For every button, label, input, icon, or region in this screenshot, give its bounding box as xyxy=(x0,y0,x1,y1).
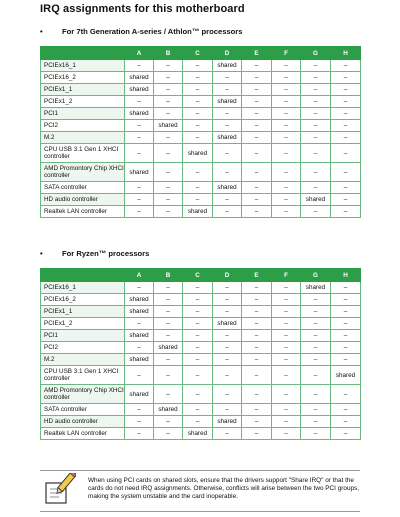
irq-value-cell: – xyxy=(301,330,331,342)
irq-value-cell: shared xyxy=(125,306,154,318)
irq-value-cell: – xyxy=(154,144,183,163)
irq-value-cell: – xyxy=(272,366,301,385)
irq-value-cell: – xyxy=(213,163,242,182)
irq-value-cell: – xyxy=(242,404,272,416)
irq-value-cell: – xyxy=(213,206,242,218)
irq-value-cell: – xyxy=(331,72,361,84)
irq-value-cell: – xyxy=(213,144,242,163)
irq-value-cell: shared xyxy=(331,366,361,385)
table-row xyxy=(41,428,361,440)
irq-value-cell: – xyxy=(272,120,301,132)
table-row xyxy=(41,194,361,206)
table-row xyxy=(41,404,361,416)
irq-value-cell: shared xyxy=(213,60,242,72)
irq-value-cell: shared xyxy=(183,144,213,163)
irq-value-cell: shared xyxy=(125,385,154,404)
irq-value-cell: – xyxy=(331,194,361,206)
irq-value-cell: – xyxy=(331,428,361,440)
irq-value-cell: – xyxy=(183,194,213,206)
irq-value-cell: – xyxy=(125,366,154,385)
irq-value-cell: – xyxy=(272,306,301,318)
table-row xyxy=(41,416,361,428)
table-row xyxy=(41,206,361,218)
device-name-cell: PCIEx16_2 xyxy=(41,72,125,84)
irq-value-cell: – xyxy=(301,342,331,354)
irq-value-cell: – xyxy=(272,163,301,182)
irq-value-cell: shared xyxy=(213,318,242,330)
irq-value-cell: – xyxy=(213,120,242,132)
irq-value-cell: – xyxy=(301,163,331,182)
irq-value-cell: – xyxy=(242,60,272,72)
irq-value-cell: shared xyxy=(125,354,154,366)
column-header-irq: E xyxy=(242,47,272,60)
table-row xyxy=(41,318,361,330)
irq-value-cell: – xyxy=(331,182,361,194)
irq-value-cell: – xyxy=(242,428,272,440)
irq-value-cell: – xyxy=(154,84,183,96)
irq-value-cell: shared xyxy=(213,96,242,108)
irq-value-cell: – xyxy=(183,416,213,428)
irq-value-cell: – xyxy=(301,108,331,120)
irq-value-cell: – xyxy=(183,132,213,144)
irq-value-cell: – xyxy=(242,342,272,354)
irq-value-cell: – xyxy=(154,294,183,306)
irq-value-cell: – xyxy=(272,330,301,342)
column-header-irq: B xyxy=(154,47,183,60)
irq-value-cell: – xyxy=(125,282,154,294)
irq-value-cell: – xyxy=(301,182,331,194)
table-row xyxy=(41,108,361,120)
bullet: • xyxy=(40,27,43,36)
device-name-cell: CPU USB 3.1 Gen 1 XHCI controller xyxy=(41,144,125,163)
irq-value-cell: – xyxy=(242,306,272,318)
irq-value-cell: – xyxy=(242,194,272,206)
irq-value-cell: – xyxy=(213,84,242,96)
irq-value-cell: – xyxy=(331,318,361,330)
irq-value-cell: – xyxy=(242,206,272,218)
irq-value-cell: shared xyxy=(301,194,331,206)
irq-value-cell: – xyxy=(331,404,361,416)
irq-value-cell: – xyxy=(183,60,213,72)
irq-value-cell: – xyxy=(331,354,361,366)
irq-value-cell: – xyxy=(242,318,272,330)
irq-value-cell: – xyxy=(301,294,331,306)
device-name-cell: PCIEx1_2 xyxy=(41,318,125,330)
irq-value-cell: – xyxy=(183,366,213,385)
irq-value-cell: – xyxy=(331,282,361,294)
table-row xyxy=(41,366,361,385)
irq-value-cell: – xyxy=(183,182,213,194)
column-header-irq: D xyxy=(213,47,242,60)
irq-value-cell: – xyxy=(154,366,183,385)
table-row xyxy=(41,385,361,404)
irq-value-cell: – xyxy=(213,194,242,206)
irq-value-cell: shared xyxy=(125,330,154,342)
irq-value-cell: shared xyxy=(213,132,242,144)
device-name-cell: PCIEx16_1 xyxy=(41,282,125,294)
device-name-cell: PCIEx16_1 xyxy=(41,60,125,72)
irq-value-cell: – xyxy=(213,282,242,294)
table-row xyxy=(41,96,361,108)
table-row xyxy=(41,282,361,294)
note-text: When using PCI cards on shared slots, ensure that the drivers support "Share IRQ" or that the cards do not need IRQ assignments. Otherwise, conflicts will arise between the two PCI groups, making the system unstable and the card inoperable. xyxy=(88,477,360,500)
irq-value-cell: – xyxy=(213,306,242,318)
irq-value-cell: – xyxy=(213,294,242,306)
table-row xyxy=(41,294,361,306)
irq-value-cell: shared xyxy=(125,84,154,96)
irq-value-cell: – xyxy=(213,366,242,385)
irq-value-cell: – xyxy=(301,206,331,218)
irq-value-cell: – xyxy=(331,96,361,108)
irq-value-cell: – xyxy=(213,385,242,404)
column-header-irq: D xyxy=(213,269,242,282)
device-name-cell: SATA controller xyxy=(41,182,125,194)
irq-value-cell: – xyxy=(301,132,331,144)
column-header-irq: C xyxy=(183,47,213,60)
irq-value-cell: – xyxy=(154,60,183,72)
irq-value-cell: – xyxy=(301,96,331,108)
irq-value-cell: – xyxy=(331,206,361,218)
irq-value-cell: – xyxy=(154,428,183,440)
irq-value-cell: – xyxy=(125,144,154,163)
irq-value-cell: – xyxy=(331,330,361,342)
irq-value-cell: – xyxy=(183,404,213,416)
table-row xyxy=(41,120,361,132)
irq-value-cell: – xyxy=(154,318,183,330)
device-name-cell: PCI1 xyxy=(41,108,125,120)
irq-value-cell: – xyxy=(183,96,213,108)
irq-value-cell: – xyxy=(183,108,213,120)
irq-value-cell: – xyxy=(301,318,331,330)
irq-value-cell: – xyxy=(125,206,154,218)
irq-value-cell: – xyxy=(125,428,154,440)
irq-value-cell: – xyxy=(154,163,183,182)
irq-value-cell: – xyxy=(213,354,242,366)
irq-value-cell: – xyxy=(272,404,301,416)
device-name-cell: Realtek LAN controller xyxy=(41,206,125,218)
irq-value-cell: shared xyxy=(125,294,154,306)
irq-value-cell: – xyxy=(242,294,272,306)
irq-value-cell: – xyxy=(154,96,183,108)
irq-value-cell: – xyxy=(154,330,183,342)
irq-value-cell: – xyxy=(272,72,301,84)
irq-value-cell: – xyxy=(125,120,154,132)
irq-value-cell: – xyxy=(301,404,331,416)
irq-value-cell: – xyxy=(272,84,301,96)
column-header-device xyxy=(41,47,125,60)
irq-value-cell: – xyxy=(154,108,183,120)
irq-value-cell: – xyxy=(272,416,301,428)
section-heading-athlon xyxy=(40,27,242,36)
irq-value-cell: – xyxy=(242,416,272,428)
table-header-row xyxy=(41,47,361,60)
irq-value-cell: – xyxy=(272,182,301,194)
irq-value-cell: – xyxy=(183,318,213,330)
section-heading-text: For Ryzen™ processors xyxy=(62,249,150,258)
irq-value-cell: shared xyxy=(125,72,154,84)
irq-value-cell: – xyxy=(331,294,361,306)
device-name-cell: PCI2 xyxy=(41,120,125,132)
irq-value-cell: – xyxy=(125,416,154,428)
table-row xyxy=(41,72,361,84)
irq-value-cell: – xyxy=(272,108,301,120)
device-name-cell: SATA controller xyxy=(41,404,125,416)
device-name-cell: AMD Promontory Chip XHCI controller xyxy=(41,385,125,404)
irq-value-cell: shared xyxy=(183,428,213,440)
irq-value-cell: – xyxy=(242,72,272,84)
column-header-irq: F xyxy=(272,47,301,60)
irq-value-cell: – xyxy=(272,294,301,306)
column-header-irq: A xyxy=(125,269,154,282)
column-header-irq: G xyxy=(301,269,331,282)
irq-value-cell: – xyxy=(272,385,301,404)
table-row xyxy=(41,84,361,96)
irq-value-cell: – xyxy=(125,342,154,354)
device-name-cell: AMD Promontory Chip XHCI controller xyxy=(41,163,125,182)
irq-value-cell: – xyxy=(272,96,301,108)
column-header-irq: G xyxy=(301,47,331,60)
device-name-cell: M.2 xyxy=(41,354,125,366)
irq-value-cell: – xyxy=(242,385,272,404)
irq-value-cell: – xyxy=(154,416,183,428)
irq-value-cell: – xyxy=(331,120,361,132)
irq-value-cell: – xyxy=(213,428,242,440)
irq-value-cell: – xyxy=(301,120,331,132)
irq-value-cell: – xyxy=(242,132,272,144)
irq-value-cell: – xyxy=(242,96,272,108)
device-name-cell: Realtek LAN controller xyxy=(41,428,125,440)
irq-value-cell: – xyxy=(183,354,213,366)
column-header-irq: A xyxy=(125,47,154,60)
irq-value-cell: – xyxy=(242,330,272,342)
irq-value-cell: – xyxy=(183,163,213,182)
irq-value-cell: shared xyxy=(301,282,331,294)
irq-value-cell: – xyxy=(331,108,361,120)
irq-value-cell: – xyxy=(183,330,213,342)
table-row xyxy=(41,306,361,318)
irq-value-cell: shared xyxy=(154,120,183,132)
irq-value-cell: – xyxy=(301,60,331,72)
irq-value-cell: – xyxy=(242,163,272,182)
device-name-cell: M.2 xyxy=(41,132,125,144)
column-header-irq: H xyxy=(331,47,361,60)
device-name-cell: PCIEx16_2 xyxy=(41,294,125,306)
irq-value-cell: – xyxy=(301,416,331,428)
irq-value-cell: – xyxy=(125,132,154,144)
irq-value-cell: – xyxy=(183,282,213,294)
irq-value-cell: – xyxy=(213,342,242,354)
irq-table-athlon xyxy=(40,46,361,218)
table-row xyxy=(41,182,361,194)
device-name-cell: CPU USB 3.1 Gen 1 XHCI controller xyxy=(41,366,125,385)
irq-value-cell: – xyxy=(272,354,301,366)
irq-value-cell: – xyxy=(125,194,154,206)
irq-value-cell: – xyxy=(125,318,154,330)
irq-value-cell: shared xyxy=(125,108,154,120)
irq-value-cell: – xyxy=(272,206,301,218)
irq-value-cell: – xyxy=(125,182,154,194)
irq-value-cell: – xyxy=(331,84,361,96)
device-name-cell: PCIEx1_1 xyxy=(41,306,125,318)
section-heading-text: For 7th Generation A-series / Athlon™ processors xyxy=(62,27,243,36)
irq-value-cell: – xyxy=(331,385,361,404)
irq-value-cell: – xyxy=(154,182,183,194)
irq-value-cell: – xyxy=(331,60,361,72)
table-row xyxy=(41,354,361,366)
irq-value-cell: – xyxy=(301,144,331,163)
irq-value-cell: – xyxy=(331,416,361,428)
irq-value-cell: – xyxy=(154,354,183,366)
device-name-cell: PCI1 xyxy=(41,330,125,342)
table-row xyxy=(41,342,361,354)
column-header-irq: C xyxy=(183,269,213,282)
irq-value-cell: – xyxy=(272,194,301,206)
irq-value-cell: – xyxy=(331,342,361,354)
column-header-irq: F xyxy=(272,269,301,282)
pencil-note-icon xyxy=(42,473,76,507)
irq-value-cell: – xyxy=(272,132,301,144)
device-name-cell: PCI2 xyxy=(41,342,125,354)
column-header-irq: H xyxy=(331,269,361,282)
irq-value-cell: – xyxy=(272,342,301,354)
device-name-cell: HD audio controller xyxy=(41,416,125,428)
irq-value-cell: – xyxy=(301,385,331,404)
irq-value-cell: – xyxy=(154,306,183,318)
irq-value-cell: – xyxy=(301,428,331,440)
irq-value-cell: shared xyxy=(154,404,183,416)
irq-value-cell: – xyxy=(154,282,183,294)
irq-value-cell: – xyxy=(154,194,183,206)
irq-value-cell: – xyxy=(183,120,213,132)
irq-value-cell: – xyxy=(154,132,183,144)
irq-value-cell: shared xyxy=(213,182,242,194)
irq-value-cell: – xyxy=(154,72,183,84)
irq-value-cell: – xyxy=(125,60,154,72)
irq-value-cell: – xyxy=(301,306,331,318)
irq-value-cell: – xyxy=(272,282,301,294)
irq-value-cell: – xyxy=(213,72,242,84)
irq-value-cell: – xyxy=(213,330,242,342)
irq-value-cell: – xyxy=(213,404,242,416)
table-header-row xyxy=(41,269,361,282)
table-row xyxy=(41,144,361,163)
irq-value-cell: – xyxy=(331,163,361,182)
irq-value-cell: – xyxy=(183,306,213,318)
irq-value-cell: – xyxy=(183,342,213,354)
irq-value-cell: – xyxy=(242,282,272,294)
irq-value-cell: – xyxy=(154,385,183,404)
irq-value-cell: – xyxy=(183,385,213,404)
irq-value-cell: – xyxy=(242,366,272,385)
irq-value-cell: – xyxy=(242,108,272,120)
irq-value-cell: – xyxy=(125,96,154,108)
irq-value-cell: – xyxy=(301,366,331,385)
irq-value-cell: – xyxy=(331,132,361,144)
irq-value-cell: shared xyxy=(183,206,213,218)
column-header-device xyxy=(41,269,125,282)
irq-value-cell: – xyxy=(183,84,213,96)
irq-value-cell: – xyxy=(331,306,361,318)
irq-value-cell: shared xyxy=(213,416,242,428)
irq-value-cell: – xyxy=(125,404,154,416)
irq-value-cell: – xyxy=(272,60,301,72)
irq-value-cell: – xyxy=(183,294,213,306)
column-header-irq: E xyxy=(242,269,272,282)
note-box xyxy=(40,470,360,512)
irq-value-cell: – xyxy=(183,72,213,84)
irq-value-cell: – xyxy=(301,84,331,96)
table-row xyxy=(41,163,361,182)
irq-value-cell: shared xyxy=(154,342,183,354)
section-heading-ryzen xyxy=(40,249,149,258)
irq-value-cell: – xyxy=(272,428,301,440)
device-name-cell: PCIEx1_2 xyxy=(41,96,125,108)
table-row xyxy=(41,330,361,342)
irq-value-cell: – xyxy=(272,144,301,163)
irq-value-cell: – xyxy=(242,144,272,163)
irq-value-cell: – xyxy=(242,354,272,366)
bullet: • xyxy=(40,249,43,258)
irq-table-ryzen xyxy=(40,268,361,440)
device-name-cell: PCIEx1_1 xyxy=(41,84,125,96)
irq-value-cell: shared xyxy=(125,163,154,182)
irq-value-cell: – xyxy=(213,108,242,120)
irq-value-cell: – xyxy=(242,84,272,96)
irq-value-cell: – xyxy=(242,182,272,194)
irq-value-cell: – xyxy=(154,206,183,218)
irq-value-cell: – xyxy=(272,318,301,330)
irq-value-cell: – xyxy=(242,120,272,132)
page-title: IRQ assignments for this motherboard xyxy=(40,3,245,15)
irq-value-cell: – xyxy=(331,144,361,163)
table-row xyxy=(41,132,361,144)
irq-value-cell: – xyxy=(301,354,331,366)
table-row xyxy=(41,60,361,72)
device-name-cell: HD audio controller xyxy=(41,194,125,206)
irq-value-cell: – xyxy=(301,72,331,84)
column-header-irq: B xyxy=(154,269,183,282)
